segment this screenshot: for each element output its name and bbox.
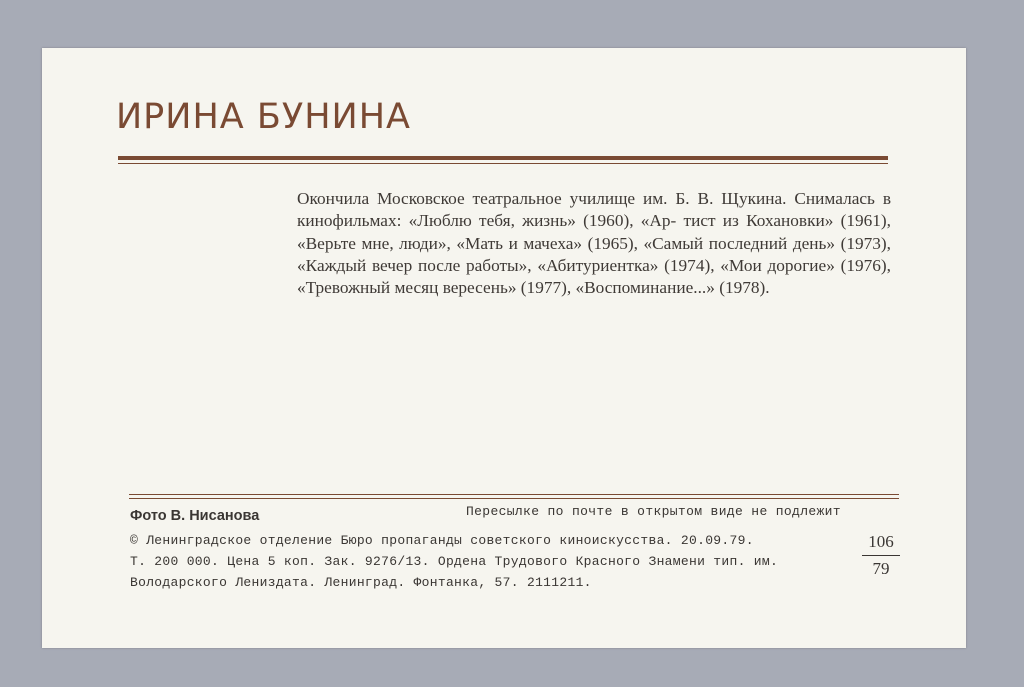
bio-line: Снималась в кинофильмах: «Люблю тебя, жизнь» (1960), «Ар- [297,189,891,231]
biography-text [297,188,891,299]
footer-rule-lower [129,498,899,499]
imprint-line: Т. 200 000. Цена 5 коп. Зак. 9276/13. Ордена Трудового Красного Знамени тип. им. [130,554,779,569]
publisher-imprint [130,530,778,593]
postcard [42,48,966,648]
imprint-line: Володарского Лениздата. Ленинград. Фонтанка, 57. 2111211. [130,575,592,590]
title-rule-thick [118,156,888,160]
title-rule-thin [118,163,888,164]
bio-line: Окончила Московское театральное училище им. Б. В. Щукина. [297,189,787,208]
catalog-number-top: 106 [868,532,894,551]
bio-line: вечер после работы», «Абитуриентка» (1974), «Мои дорогие» [371,255,835,275]
fraction-divider [862,555,900,556]
photo-credit: Фото В. Нисанова [130,508,260,524]
bio-line: (1978). [719,278,770,298]
catalog-number-fraction [862,531,900,580]
bio-line: тист из Кохановки» (1961), «Верьте мне, люди», «Мать и [297,211,891,253]
footer-rule-upper [129,494,899,495]
catalog-number-bottom: 79 [872,559,890,578]
mail-restriction-note: Пересылке по почте в открытом виде не подлежит [466,504,841,519]
actress-name-title: ИРИНА БУНИНА [116,97,411,137]
bio-line: мачеха» (1965), «Самый последний день» (1973), «Каждый [297,233,891,275]
bio-line: (1976), «Тревожный месяц вересень» (1977), «Воспоминание...» [297,255,891,298]
imprint-line: © Ленинградское отделение Бюро пропаганды советского киноискусства. 20.09.79. [130,533,754,548]
